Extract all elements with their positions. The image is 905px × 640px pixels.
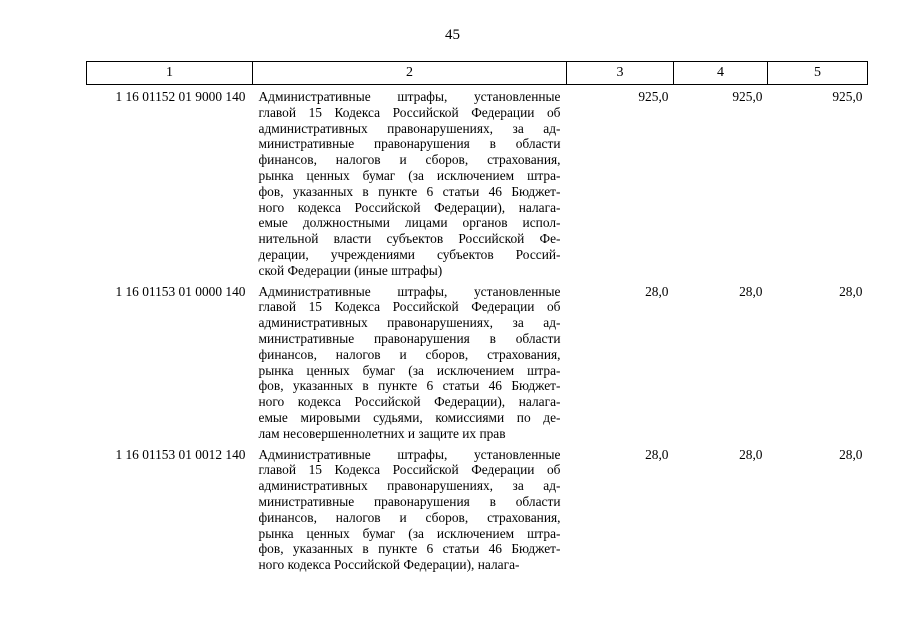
description-cell	[253, 85, 567, 279]
description-cell	[253, 442, 567, 573]
amount-cell-3: 28,0	[645, 446, 669, 462]
description-line: фов, указанных в пункте 6 статьи 46 Бюджет-	[258, 541, 561, 557]
description-line: дерации, учреждениями субъектов Россий-	[258, 246, 561, 262]
description-line: министративные правонарушения в области	[258, 136, 561, 152]
budget-code-cell: 1 16 01153 01 0012 140	[115, 446, 246, 462]
table-header-row	[87, 62, 868, 85]
amount-cell-5: 28,0	[839, 446, 863, 462]
description-line: ного кодекса Российской Федерации), налага-	[258, 394, 561, 410]
page-number: 45	[445, 27, 460, 43]
column-header-4: 4	[674, 62, 768, 85]
table-row	[87, 442, 868, 573]
description-line: фов, указанных в пункте 6 статьи 46 Бюджет-	[258, 183, 561, 199]
description-line: рынка ценных бумаг (за исключением штра-	[258, 525, 561, 541]
description-line: административных правонарушениях, за ад-	[258, 315, 561, 331]
description-line: административных правонарушениях, за ад-	[258, 120, 561, 136]
column-header-1: 1	[87, 62, 253, 85]
description-cell	[253, 279, 567, 442]
description-line: Административные штрафы, установленные	[258, 446, 561, 462]
description-line: финансов, налогов и сборов, страхования,	[258, 346, 561, 362]
budget-table	[86, 61, 868, 573]
description-line: лам несовершеннолетних и защите их прав	[258, 425, 506, 441]
description-line: министративные правонарушения в области	[258, 330, 561, 346]
amount-cell-5: 925,0	[832, 89, 863, 104]
description-line: емые мировыми судьями, комиссиями по де-	[258, 409, 561, 425]
description-line: рынка ценных бумаг (за исключением штра-	[258, 362, 561, 378]
description-line: финансов, налогов и сборов, страхования,	[258, 509, 561, 525]
description-line: ного кодекса Российской Федерации), налага-	[258, 199, 561, 215]
description-line: Административные штрафы, установленные	[258, 283, 561, 299]
table-row	[87, 85, 868, 279]
description-line: министративные правонарушения в области	[258, 493, 561, 509]
description-line: главой 15 Кодекса Российской Федерации об	[258, 104, 561, 120]
description-line: главой 15 Кодекса Российской Федерации об	[258, 299, 561, 315]
description-line: ного кодекса Российской Федерации), налага-	[258, 557, 520, 573]
description-line: административных правонарушениях, за ад-	[258, 478, 561, 494]
table-row	[87, 279, 868, 442]
budget-code-cell: 1 16 01152 01 9000 140	[115, 89, 246, 104]
description-line: нительной власти субъектов Российской Фе-	[258, 231, 561, 247]
amount-cell-5: 28,0	[839, 283, 863, 299]
description-line: ской Федерации (иные штрафы)	[258, 262, 443, 278]
column-header-5: 5	[768, 62, 868, 85]
budget-code-cell: 1 16 01153 01 0000 140	[115, 283, 246, 299]
column-header-2: 2	[253, 62, 567, 85]
column-header-3: 3	[567, 62, 674, 85]
table-body	[87, 85, 868, 573]
description-line: фов, указанных в пункте 6 статьи 46 Бюджет-	[258, 378, 561, 394]
amount-cell-3: 925,0	[638, 89, 669, 104]
description-line: рынка ценных бумаг (за исключением штра-	[258, 167, 561, 183]
description-line: емые должностными лицами органов испол-	[258, 215, 561, 231]
description-line: главой 15 Кодекса Российской Федерации об	[258, 462, 561, 478]
description-line: Административные штрафы, установленные	[258, 89, 561, 104]
amount-cell-3: 28,0	[645, 283, 669, 299]
amount-cell-4: 925,0	[732, 89, 763, 104]
description-line: финансов, налогов и сборов, страхования,	[258, 152, 561, 168]
amount-cell-4: 28,0	[739, 446, 763, 462]
amount-cell-4: 28,0	[739, 283, 763, 299]
